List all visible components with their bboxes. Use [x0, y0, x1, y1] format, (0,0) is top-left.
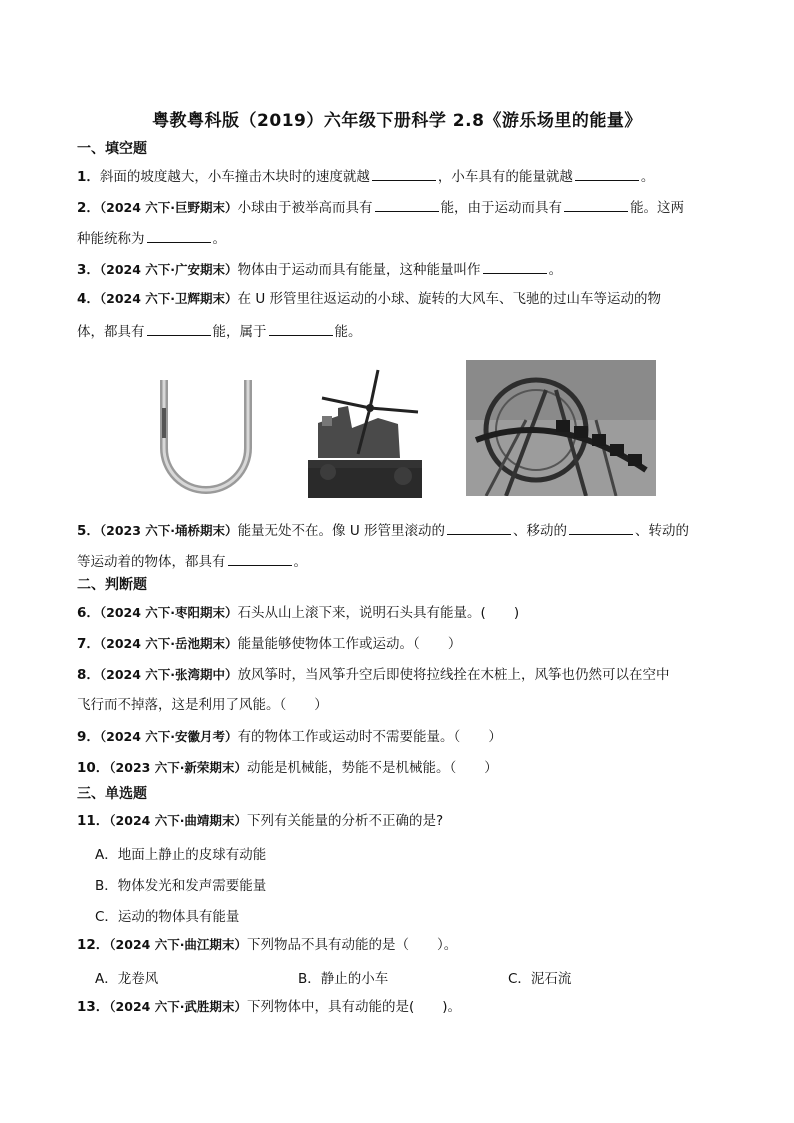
question-8-line2: 飞行而不掉落，这是利用了风能。（ ）: [77, 697, 328, 713]
question-8: 8．（2024 六下·张湾期中）放风筝时，当风筝升空后即使将拉线拴在木桩上，风筝也仍然可以在空中: [77, 667, 670, 683]
question-6: 6．（2024 六下·枣阳期末）石头从山上滚下来，说明石头具有能量。( ): [77, 605, 520, 621]
section-single-heading: 三、单选题: [77, 786, 147, 802]
question-4: 4．（2024 六下·卫辉期末）在 U 形管里往返运动的小球、旋转的大风车、飞驰的过山车等运动的物: [77, 291, 662, 307]
question-12: 12．（2024 六下·曲江期末）下列物品不具有动能的是（ ）。: [77, 937, 458, 953]
answer-blank[interactable]: [575, 166, 639, 181]
answer-blank[interactable]: [569, 520, 633, 535]
option-a[interactable]: A．龙卷风: [95, 971, 159, 987]
answer-blank[interactable]: [564, 197, 628, 212]
answer-blank[interactable]: [269, 321, 333, 336]
question-2-line2: 种能统称为 。: [77, 228, 226, 248]
windmill-icon: [308, 368, 422, 498]
question-5: 5．（2023 六下·埇桥期末）能量无处不在。像 U 形管里滚动的 、移动的 、转动的: [77, 520, 689, 540]
question-13: 13．（2024 六下·武胜期末）下列物体中，具有动能的是( )。: [77, 999, 462, 1015]
answer-blank[interactable]: [447, 520, 511, 535]
answer-blank[interactable]: [483, 259, 547, 274]
question-5-line2: 等运动着的物体，都具有 。: [77, 551, 307, 571]
answer-blank[interactable]: [372, 166, 436, 181]
answer-blank[interactable]: [147, 228, 211, 243]
option-c[interactable]: C．运动的物体具有能量: [95, 909, 240, 925]
section-judge-heading: 二、判断题: [77, 577, 147, 593]
answer-blank[interactable]: [375, 197, 439, 212]
question-9: 9．（2024 六下·安徽月考）有的物体工作或运动时不需要能量。（ ）: [77, 729, 502, 745]
question-10: 10．（2023 六下·新荣期末）动能是机械能，势能不是机械能。（ ）: [77, 760, 498, 776]
option-b[interactable]: B．静止的小车: [298, 971, 389, 987]
option-a[interactable]: A．地面上静止的皮球有动能: [95, 847, 267, 863]
question-7: 7．（2024 六下·岳池期末）能量能够使物体工作或运动。（ ）: [77, 636, 462, 652]
roller-coaster-icon: [466, 360, 656, 496]
section-fill-heading: 一、填空题: [77, 141, 147, 157]
answer-blank[interactable]: [228, 551, 292, 566]
option-c[interactable]: C．泥石流: [508, 971, 572, 987]
question-11: 11．（2024 六下·曲靖期末）下列有关能量的分析不正确的是?: [77, 813, 444, 829]
question-4-line2: 体，都具有 能，属于 能。: [77, 321, 362, 341]
option-b[interactable]: B．物体发光和发声需要能量: [95, 878, 267, 894]
question-1: 1．斜面的坡度越大，小车撞击木块时的速度就越 ，小车具有的能量就越 。: [77, 166, 654, 186]
page-title: 粤教粤科版（2019）六年级下册科学 2.8《游乐场里的能量》: [152, 111, 642, 131]
question-3: 3．（2024 六下·广安期末）物体由于运动而具有能量，这种能量叫作 。: [77, 259, 562, 279]
question-2: 2．（2024 六下·巨野期末）小球由于被举高而具有 能，由于运动而具有 能。这两: [77, 197, 684, 217]
u-tube-icon: [152, 378, 260, 496]
answer-blank[interactable]: [147, 321, 211, 336]
